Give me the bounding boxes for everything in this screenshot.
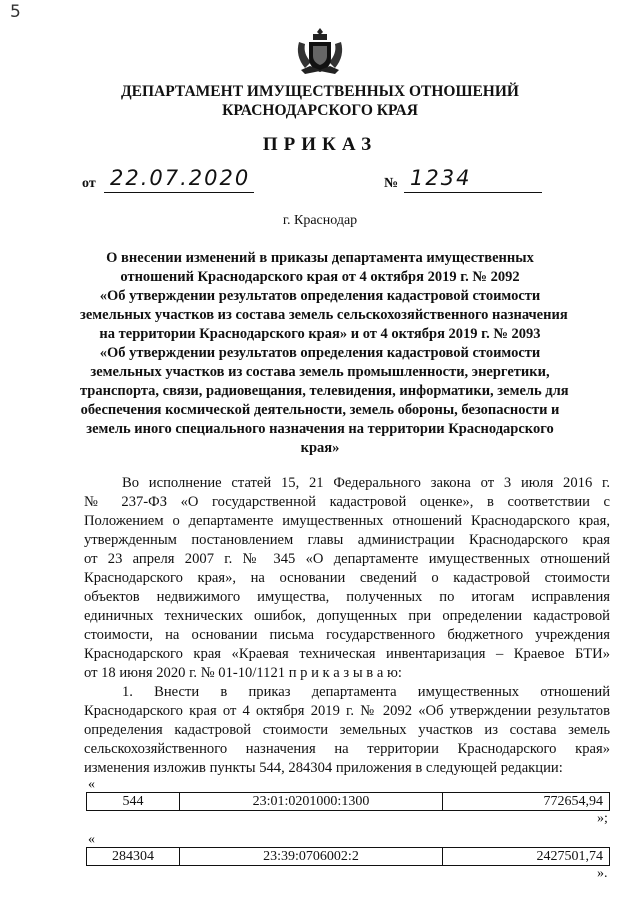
item-1-line: определения кадастровой стоимости земельных участков из состава земель xyxy=(84,722,610,738)
body-line: Во исполнение статей 15, 21 Федерального закона от 3 июля 2016 г. xyxy=(122,475,610,491)
item-1-line: сельскохозяйственного назначения на территории Краснодарского края» xyxy=(84,741,610,757)
date-label: от xyxy=(82,176,96,191)
table-row xyxy=(87,848,610,866)
item-1-line: 1. Внести в приказ департамента имущественных отношений xyxy=(122,684,610,700)
title-line: земельных участков из состава земель сельскохозяйственного назначения xyxy=(80,307,568,323)
title-line: земель иного специального назначения на территории Краснодарского xyxy=(86,421,554,437)
document-type-heading: ПРИКАЗ xyxy=(262,134,378,155)
city-line: г. Краснодар xyxy=(282,213,358,228)
close-quote: »; xyxy=(597,811,608,826)
page-number-mark: 5 xyxy=(10,2,21,22)
cadastral-number-cell: 23:39:0706002:2 xyxy=(180,848,443,866)
number-label: № xyxy=(384,176,399,191)
title-line: отношений Краснодарского края от 4 октября 2019 г. № 2092 xyxy=(120,269,520,285)
item-number-cell: 284304 xyxy=(87,848,180,866)
body-line: Положением о департаменте имущественных отношений Краснодарского края, xyxy=(84,513,610,529)
title-line: «Об утверждении результатов определения кадастровой стоимости xyxy=(99,345,541,361)
title-line: О внесении изменений в приказы департамента имущественных xyxy=(106,250,534,266)
body-line: объектов недвижимого имущества, полученных по итогам исправления xyxy=(84,589,610,605)
body-line: Краснодарского края», на основании сведений о кадастровой стоимости xyxy=(84,570,610,586)
table-row xyxy=(87,793,610,811)
body-line: утвержденным постановлением главы администрации Краснодарского края xyxy=(84,532,610,548)
department-name-line1: ДЕПАРТАМЕНТ ИМУЩЕСТВЕННЫХ ОТНОШЕНИЙ xyxy=(121,83,519,100)
title-line: края» xyxy=(300,440,340,456)
cadastral-value-cell: 772654,94 xyxy=(443,793,610,811)
excerpt-table-row-1 xyxy=(86,792,610,811)
title-line: обеспечения космической деятельности, земель обороны, безопасности и xyxy=(80,402,560,418)
title-line: «Об утверждении результатов определения кадастровой стоимости xyxy=(99,288,541,304)
open-quote: « xyxy=(88,777,95,792)
item-number-cell: 544 xyxy=(87,793,180,811)
open-quote: « xyxy=(88,832,95,847)
body-line: № 237-ФЗ «О государственной кадастровой оценке», в соответствии с xyxy=(84,494,610,510)
body-line: Краснодарского края «Краевая техническая инвентаризация – Краевое БТИ» xyxy=(84,646,610,662)
item-1-line: Краснодарского края от 4 октября 2019 г. № 2092 «Об утверждении результатов xyxy=(84,703,610,719)
body-line: стоимости, на основании письма государственного бюджетного учреждения xyxy=(84,627,610,643)
number-underline xyxy=(404,192,542,193)
handwritten-number: 1234 xyxy=(410,166,472,190)
cadastral-number-cell: 23:01:0201000:1300 xyxy=(180,793,443,811)
department-name-line2: КРАСНОДАРСКОГО КРАЯ xyxy=(222,102,418,119)
date-underline xyxy=(104,192,254,193)
body-line: от 23 апреля 2007 г. № 345 «О департаменте имущественных отношений xyxy=(84,551,610,567)
excerpt-table-row-2 xyxy=(86,847,610,866)
title-line: на территории Краснодарского края» и от 4 октября 2019 г. № 2093 xyxy=(99,326,541,342)
cadastral-value-cell: 2427501,74 xyxy=(443,848,610,866)
item-1-line: изменения изложив пункты 544, 284304 приложения в следующей редакции: xyxy=(84,760,563,776)
coat-of-arms-icon xyxy=(291,22,349,80)
title-line: транспорта, связи, радиовещания, телевидения, информатики, земель для xyxy=(80,383,569,399)
body-line: от 18 июня 2020 г. № 01-10/1121 п р и к а з ы в а ю: xyxy=(84,665,402,681)
handwritten-date: 22.07.2020 xyxy=(110,166,251,190)
close-quote: ». xyxy=(597,866,608,881)
body-line: единичных технических ошибок, допущенных при определении кадастровой xyxy=(84,608,610,624)
title-line: земельных участков из состава земель промышленности, энергетики, xyxy=(90,364,550,380)
